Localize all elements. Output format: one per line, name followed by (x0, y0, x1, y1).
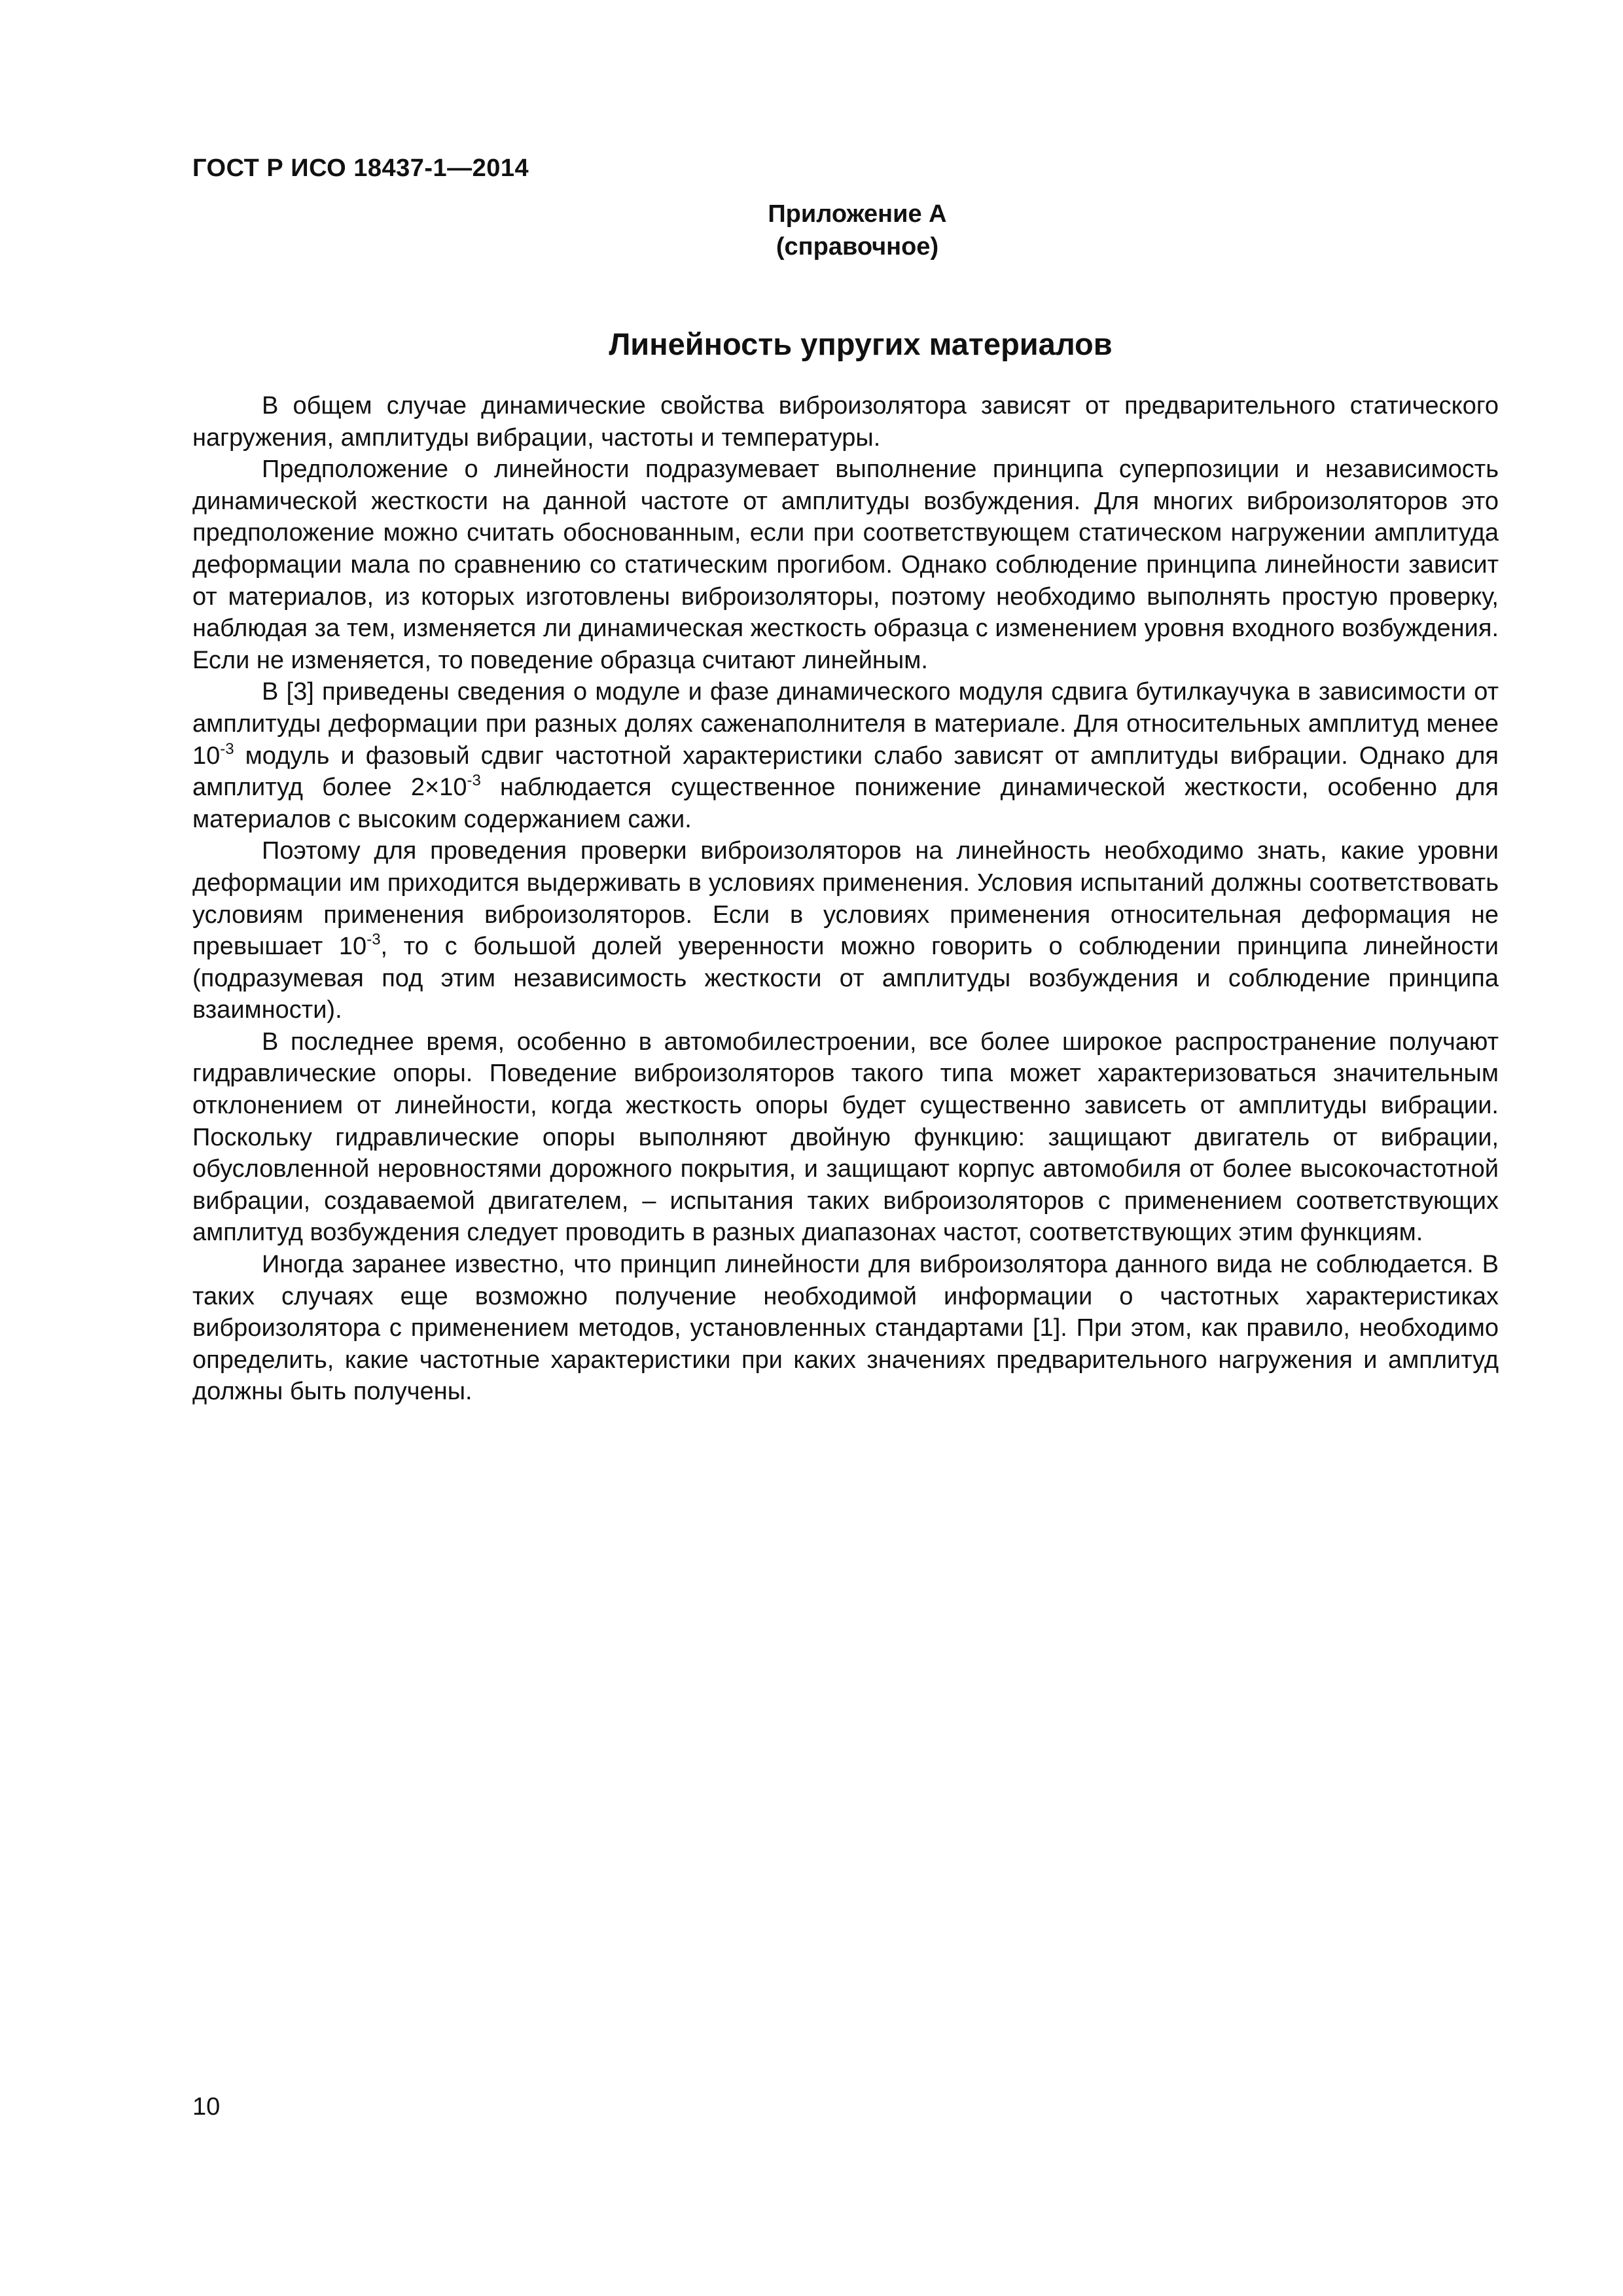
paragraph-4 (192, 835, 1499, 1026)
paragraph-6: Иногда заранее известно, что принцип линейности для виброизолятора данного вида не соблюдается. В таких случаях еще возможно получение необходимой информации о частотных характеристиках виброизолятора с применением методов, установленных стандартами [1]. При этом, как правило, необходимо определить, какие частотные характеристики при каких значениях предварительного нагружения и амплитуд должны быть получены. (192, 1251, 1499, 1406)
appendix-kind: (справочное) (776, 233, 939, 260)
paragraph-1: В общем случае динамические свойства виброизолятора зависят от предварительного статического нагружения, амплитуды вибрации, частоты и температуры. (192, 392, 1499, 452)
exponent: -3 (467, 772, 481, 790)
paragraph-4-part-2: , то с большой долей уверенности можно говорить о соблюдении принципа линейности (подразумевая под этим независимость жесткости от амплитуды возбуждения и соблюдение принципа взаимности). (192, 933, 1499, 1024)
paragraph-3-part-3: наблюдается существенное понижение динамической жесткости, особенно для материалов с высоким содержанием сажи. (192, 774, 1499, 833)
page-number: 10 (192, 2093, 221, 2121)
document-code: ГОСТ Р ИСО 18437-1—2014 (192, 154, 529, 182)
paragraph-4-part-1: Поэтому для проведения проверки виброизоляторов на линейность необходимо знать, какие уровни деформации им приходится выдерживать в условиях применения. Условия испытаний должны соответствовать условиям применения виброизоляторов. Если в условиях применения относительная деформация не превышает 10 (192, 837, 1499, 961)
exponent: -3 (220, 740, 234, 758)
paragraph-3-part-1: В [3] приведены сведения о модуле и фазе динамического модуля сдвига бутилкаучука в зависимости от амплитуды деформации при разных долях саженаполнителя в материале. Для относительных амплитуд менее 10 (192, 678, 1499, 770)
paragraph-2: Предположение о линейности подразумевает выполнение принципа суперпозиции и независимость динамической жесткости на данной частоте от амплитуды возбуждения. Для многих виброизоляторов это предположение можно считать обоснованным, если при соответствующем статическом нагружении амплитуда деформации мала по сравнению со статическим прогибом. Однако соблюдение принципа линейности зависит от материалов, из которых изготовлены виброизоляторы, поэтому необходимо выполнять простую проверку, наблюдая за тем, изменяется ли динамическая жесткость образца с изменением уровня входного возбуждения. Если не изменяется, то поведение образца считают линейным. (192, 456, 1499, 674)
paragraph-3 (192, 676, 1499, 835)
paragraph-3-part-2: модуль и фазовый сдвиг частотной характеристики слабо зависят от амплитуды вибрации. Однако для амплитуд более 2×10 (192, 742, 1499, 802)
paragraph-5: В последнее время, особенно в автомобилестроении, все более широкое распространение получают гидравлические опоры. Поведение виброизоляторов такого типа может характеризоваться значительным отклонением от линейности, когда жесткость опоры будет существенно зависеть от амплитуды вибрации. Поскольку гидравлические опоры выполняют двойную функцию: защищают двигатель от вибрации, обусловленной неровностями дорожного покрытия, и защищают корпус автомобиля от более высокочастотной вибрации, создаваемой двигателем, – испытания таких виброизоляторов с применением соответствующих амплитуд возбуждения следует проводить в разных диапазонах частот, соответствующих этим функциям. (192, 1028, 1499, 1247)
body-text (192, 390, 1499, 1408)
section-title: Линейность упругих материалов (609, 327, 1113, 361)
appendix-title: Приложение А (768, 200, 947, 228)
exponent: -3 (366, 931, 381, 949)
